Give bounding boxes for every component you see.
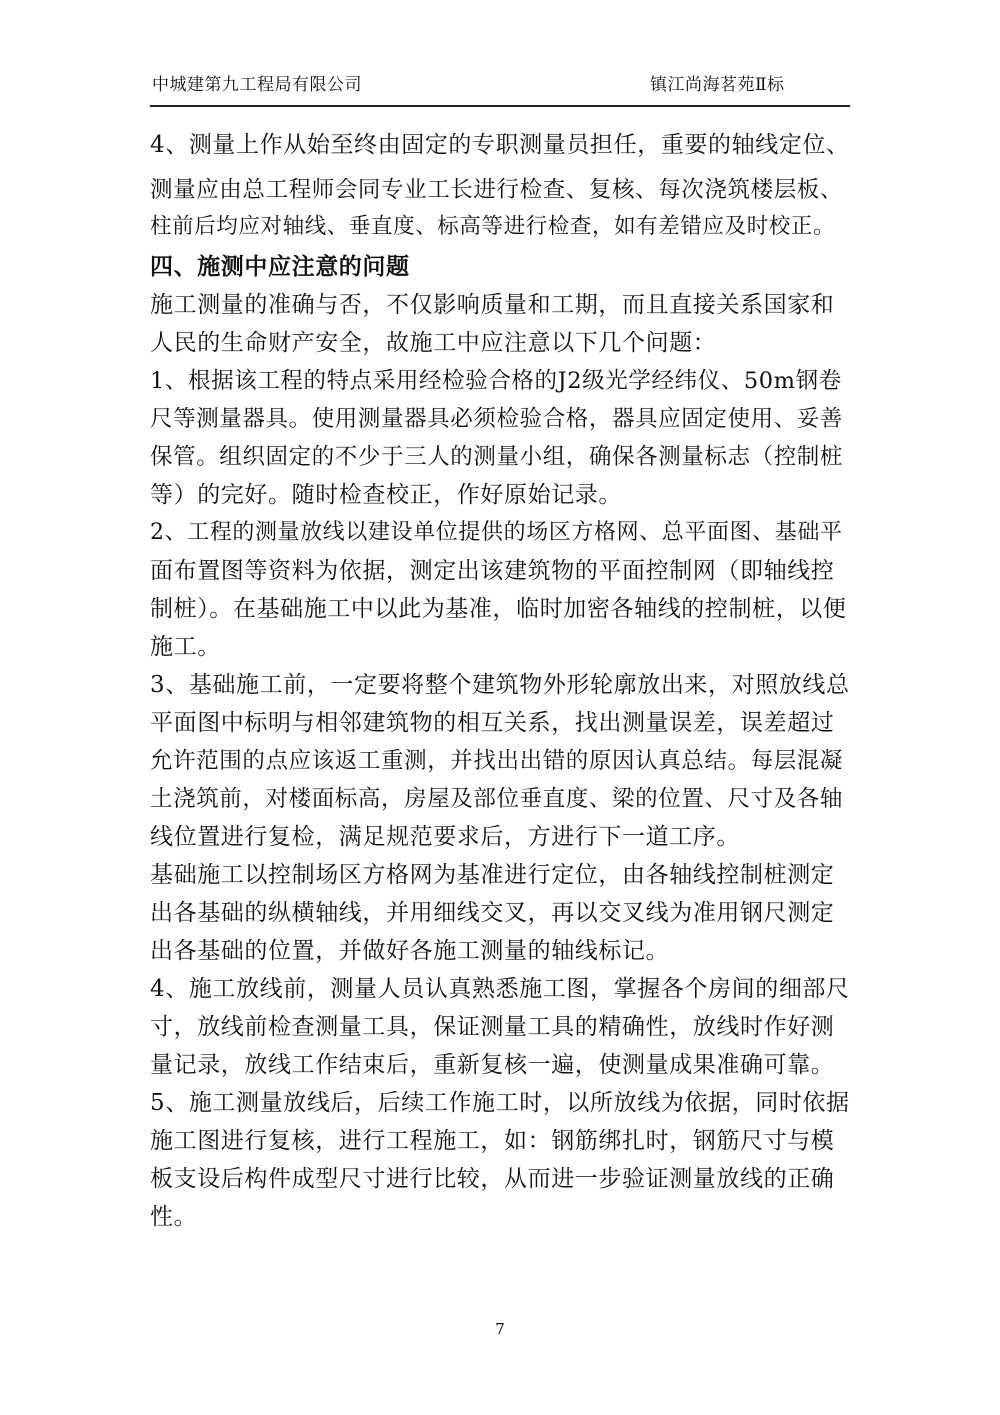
body-line: 测量应由总工程师会同专业工长进行检查、复核、每次浇筑楼层板、	[150, 177, 844, 203]
body-line: 施工测量的准确与否，不仅影响质量和工期，而且直接关系国家和	[150, 292, 835, 318]
body-line: 基础施工以控制场区方格网为基准进行定位，由各轴线控制桩测定	[150, 862, 835, 888]
body-line: 3、基础施工前，一定要将整个建筑物外形轮廓放出来，对照放线总	[150, 672, 850, 698]
body-line: 土浇筑前，对楼面标高，房屋及部位垂直度、梁的位置、尺寸及各轴	[150, 786, 844, 812]
body-line: 等）的完好。随时检查校正，作好原始记录。	[150, 482, 622, 508]
body-line: 施工图进行复核，进行工程施工，如：钢筋绑扎时，钢筋尺寸与模	[150, 1128, 835, 1154]
body-line: 性。	[150, 1204, 198, 1230]
body-line: 柱前后均应对轴线、垂直度、标高等进行检查，如有差错应及时校正。	[150, 214, 836, 239]
body-line: 出各基础的位置，并做好各施工测量的轴线标记。	[150, 938, 670, 964]
body-line: 板支设后构件成型尺寸进行比较，从而进一步验证测量放线的正确	[150, 1166, 835, 1192]
body-line: 施工。	[150, 634, 221, 660]
body-line: 4、施工放线前，测量人员认真熟悉施工图，掌握各个房间的细部尺	[150, 976, 850, 1002]
body-line: 保管。组织固定的不少于三人的测量小组，确保各测量标志（控制桩	[150, 444, 844, 470]
body-line: 平面图中标明与相邻建筑物的相互关系，找出测量误差，误差超过	[150, 710, 835, 736]
body-line: 出各基础的纵横轴线，并用细线交叉，再以交叉线为准用钢尺测定	[150, 900, 835, 926]
body-line: 线位置进行复检，满足规范要求后，方进行下一道工序。	[150, 824, 740, 850]
body-line: 制桩）。在基础施工中以此为基准，临时加密各轴线的控制桩，以便	[150, 596, 847, 622]
page-number: 7	[495, 1320, 505, 1338]
body-line: 量记录，放线工作结束后，重新复核一遍，使测量成果准确可靠。	[150, 1052, 835, 1078]
body-line: 尺等测量器具。使用测量器具必须检验合格，器具应固定使用、妥善	[150, 406, 844, 432]
header-project: 镇江尚海茗苑Ⅱ标	[650, 75, 785, 95]
body-line: 1、根据该工程的特点采用经检验合格的J2级光学经纬仪、50m钢卷	[150, 368, 842, 394]
body-line: 4、测量上作从始至终由固定的专职测量员担任，重要的轴线定位、	[150, 132, 850, 158]
body-line: 允许范围的点应该返工重测，并找出出错的原因认真总结。每层混凝	[150, 748, 844, 774]
header-divider	[150, 105, 850, 107]
body-line: 寸，放线前检查测量工具，保证测量工具的精确性，放线时作好测	[150, 1014, 835, 1040]
body-line: 面布置图等资料为依据，测定出该建筑物的平面控制网（即轴线控	[150, 558, 835, 584]
body-line: 人民的生命财产安全，故施工中应注意以下几个问题：	[150, 330, 717, 356]
body-line: 5、施工测量放线后，后续工作施工时，以所放线为依据，同时依据	[150, 1090, 850, 1116]
body-line: 2、工程的测量放线以建设单位提供的场区方格网、总平面图、基础平	[150, 520, 843, 545]
section-heading: 四、施测中应注意的问题	[150, 253, 410, 280]
header-company: 中城建第九工程局有限公司	[152, 75, 362, 95]
